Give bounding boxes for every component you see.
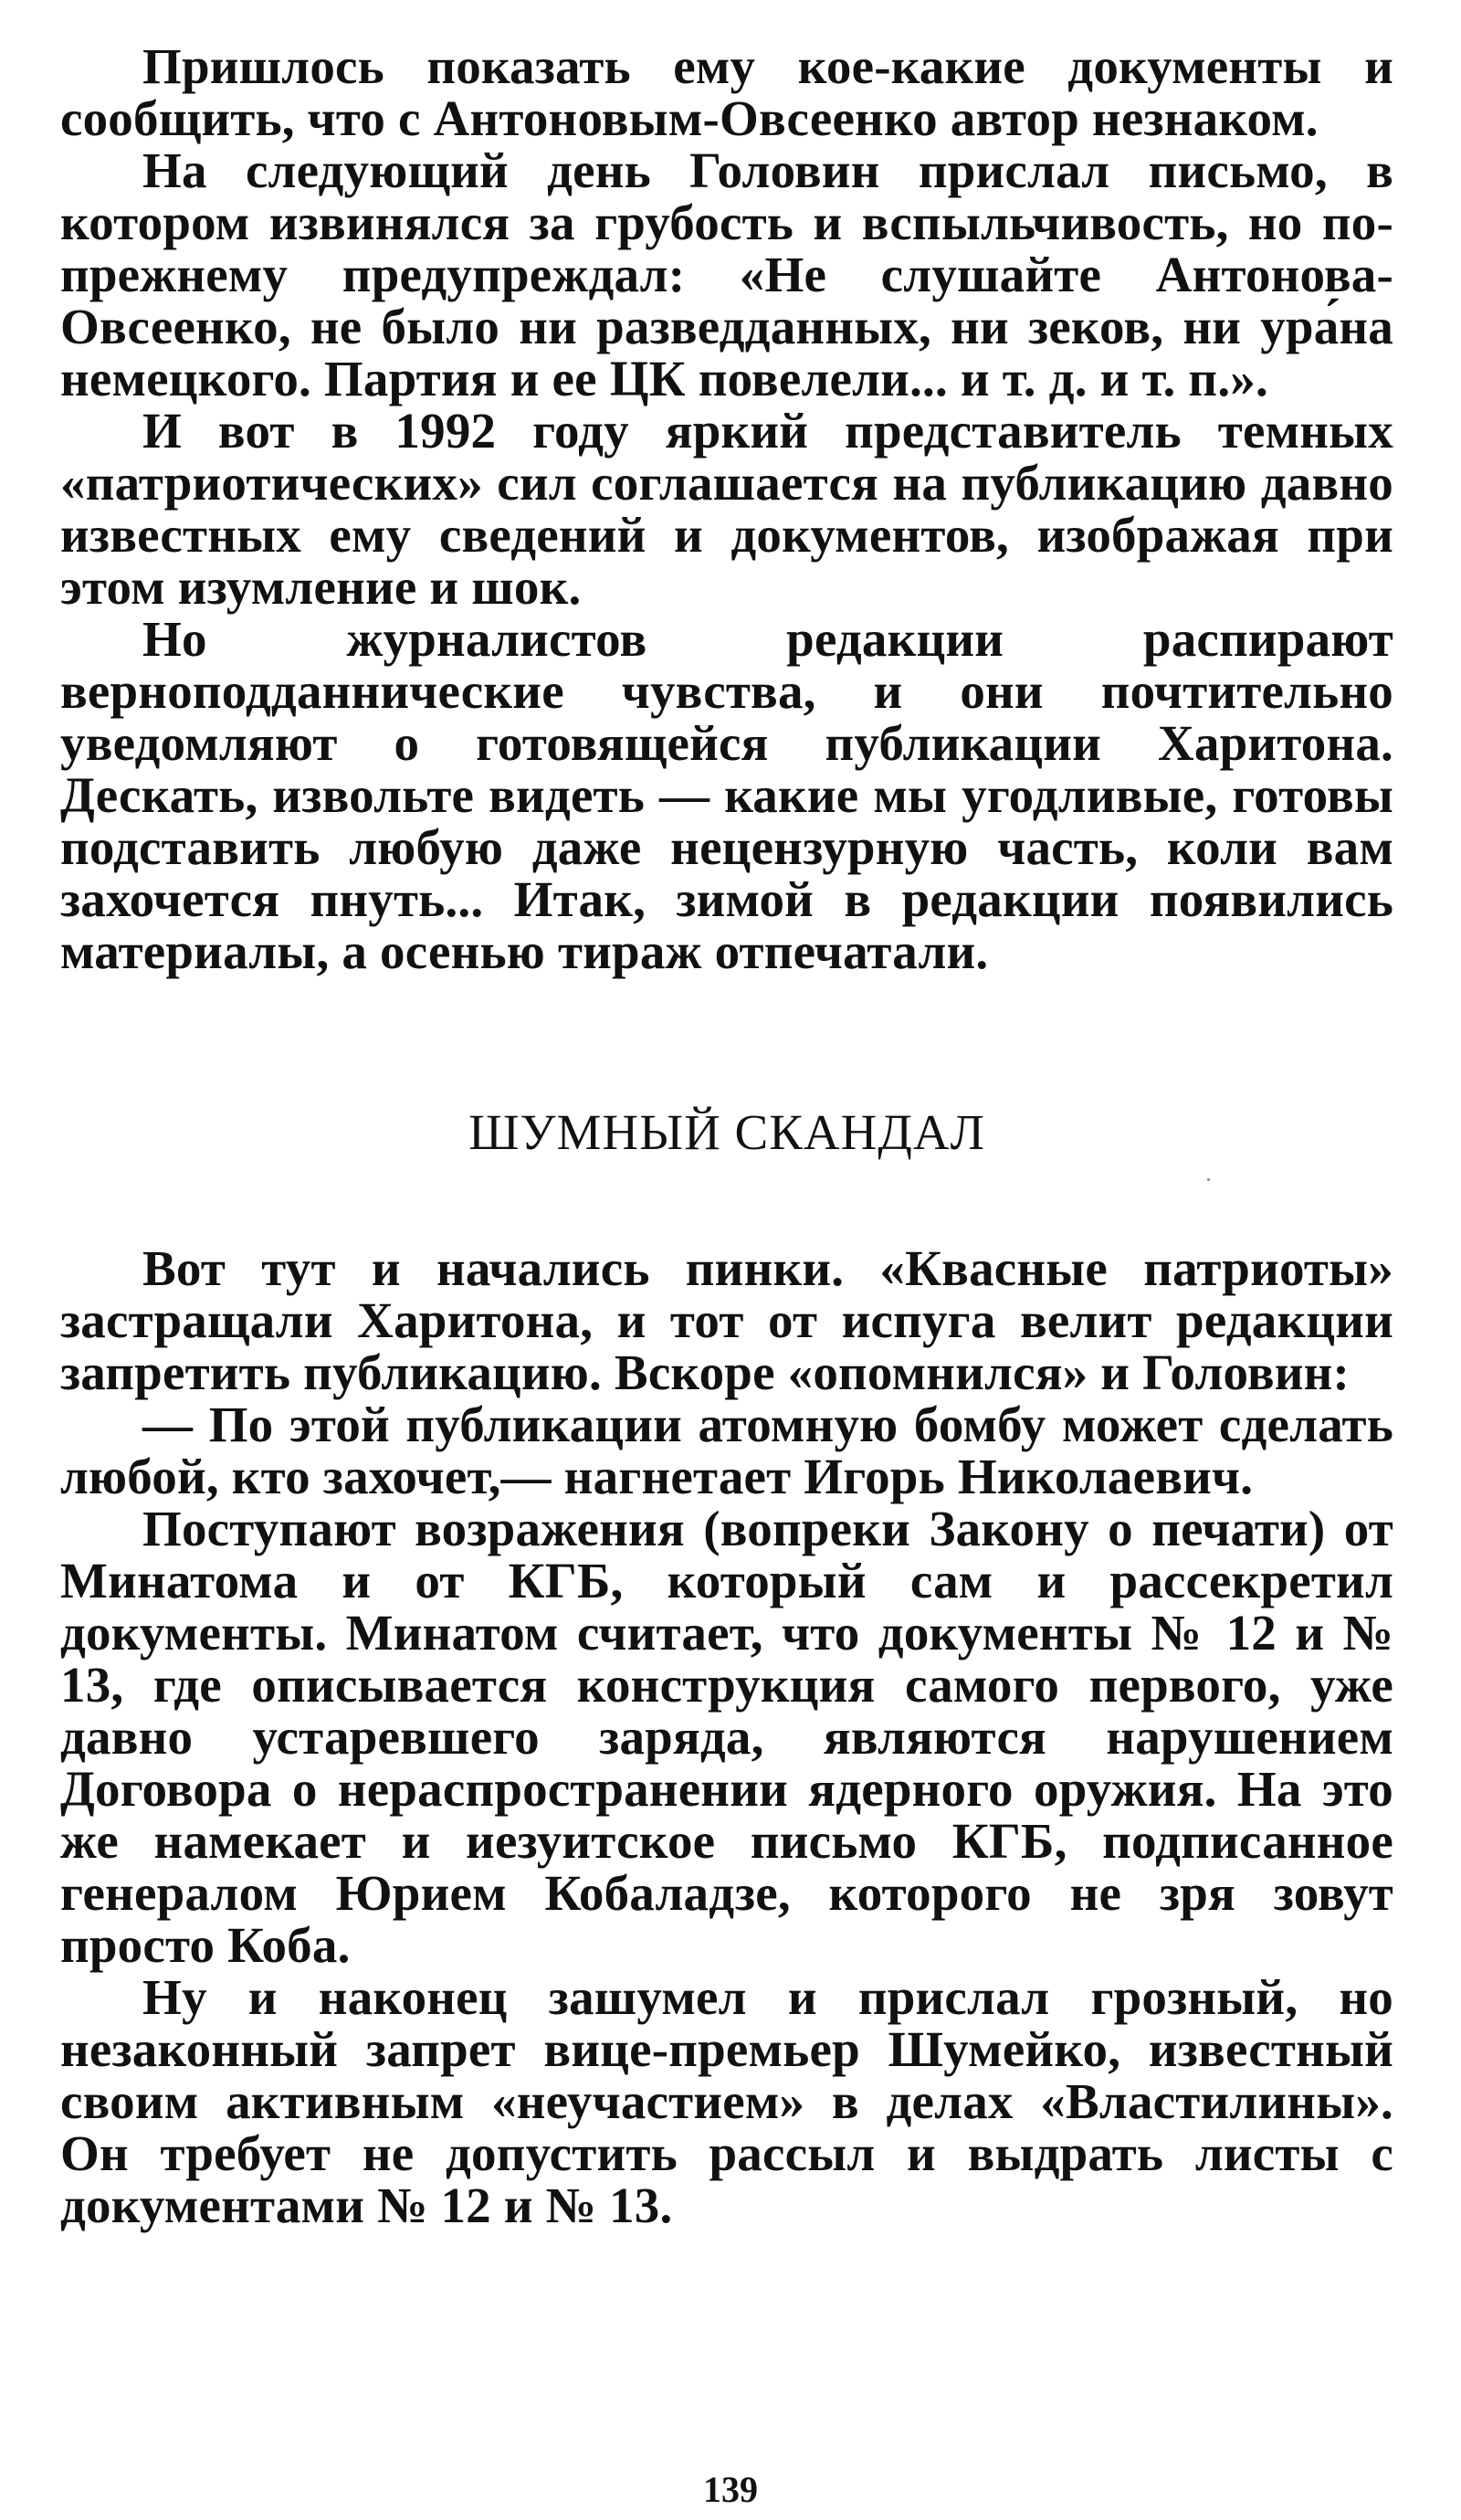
paragraph: И вот в 1992 году яркий представитель темных «патриотических» сил соглашается на публикацию давно известных ему сведений и документов, изображая при этом изумление и шок. bbox=[60, 403, 1393, 615]
paragraph: Ну и наконец зашумел и прислал грозный, но незаконный запрет вице-премьер Шумейко, известный своим активным «неучастием» в делах «Властилины». Он требует не допустить рассыл и выдрать листы с документами № 12 и № 13. bbox=[60, 1969, 1393, 2233]
paragraph: Вот тут и начались пинки. «Квасные патриоты» застращали Харитона, и тот от испуга велит редакции запретить публикацию. Вскоре «опомнился» и Головин: bbox=[60, 1240, 1393, 1400]
book-page bbox=[60, 40, 1393, 2231]
paragraph: На следующий день Головин прислал письмо, в котором извинялся за грубость и вспыльчивость, но по-прежнему предупреждал: «Не слушайте Антонова-Овсеенко, не было ни разведданных, ни зеков, ни ура́на немецкого. Партия и ее ЦК повелели... и т. д. и т. п.». bbox=[60, 142, 1393, 406]
print-speck bbox=[1207, 1178, 1210, 1181]
paragraph: — По этой публикации атомную бомбу может сделать любой, кто захочет,— нагнетает Игорь Николаевич. bbox=[60, 1397, 1393, 1504]
section-heading: ШУМНЫЙ СКАНДАЛ bbox=[468, 1104, 985, 1160]
text-section-scandal bbox=[60, 1242, 1393, 2231]
paragraph: Но журналистов редакции распирают верноподданнические чувства, и они почтительно уведомляют о готовящейся публикации Харитона. Дескать, извольте видеть — какие мы угодливые, готовы подставить любую даже нецензурную часть, коли вам захочется пнуть... Итак, зимой в редакции появились материалы, а осенью тираж отпечатали. bbox=[60, 611, 1393, 979]
text-section-intro bbox=[60, 40, 1393, 977]
paragraph: Пришлось показать ему кое-какие документы и сообщить, что с Антоновым-Овсеенко автор незнаком. bbox=[60, 38, 1393, 146]
page-number: 139 bbox=[703, 2469, 758, 2510]
paragraph: Поступают возражения (вопреки Закону о печати) от Минатома и от КГБ, который сам и рассекретил документы. Минатом считает, что документы № 12 и № 13, где описывается конструкция самого первого, уже давно устаревшего заряда, являются нарушением Договора о нераспространении ядерного оружия. На это же намекает и иезуитское письмо КГБ, подписанное генералом Юрием Кобаладзе, которого не зря зовут просто Коба. bbox=[60, 1501, 1393, 1973]
